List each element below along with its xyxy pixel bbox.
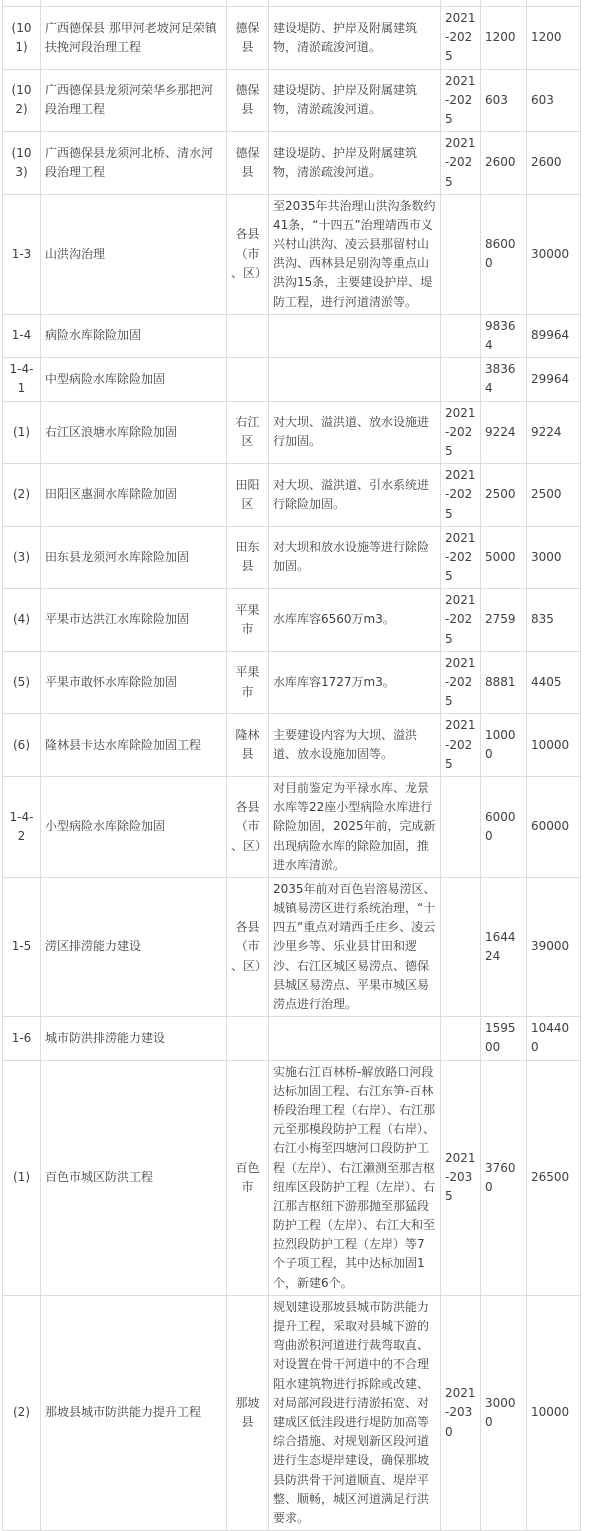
period-cell: 2021-2025	[441, 651, 481, 714]
project-name-cell: 中型病险水库除险加固	[41, 358, 227, 401]
table-row	[3, 526, 581, 589]
table-row	[3, 132, 581, 195]
project-name-cell: 那坡县城市防洪能力提升工程	[41, 1295, 227, 1530]
period-cell: 2021-2025	[441, 69, 481, 132]
seq-cell: (1)	[3, 401, 41, 464]
project-name-cell: 小型病险水库除险加固	[41, 776, 227, 877]
total-investment-cell: 5000	[481, 526, 527, 589]
total-investment-cell: 2500	[481, 464, 527, 527]
location-cell	[227, 1017, 269, 1060]
project-name-cell: 平果市敢怀水库除险加固	[41, 651, 227, 714]
project-name-cell: 隆林县卡达水库除险加固工程	[41, 714, 227, 777]
total-investment-cell: 164424	[481, 877, 527, 1016]
construction-content-cell: 对大坝、溢洪道、放水设施进行加固。	[269, 401, 441, 464]
construction-content-cell: 主要建设内容为大坝、溢洪道、放水设施加固等。	[269, 714, 441, 777]
recent-investment-cell: 39000	[527, 877, 581, 1016]
total-investment-cell: 98364	[481, 314, 527, 357]
table-row	[3, 1060, 581, 1295]
recent-investment-cell: 2500	[527, 464, 581, 527]
table-row	[3, 714, 581, 777]
location-cell: 田阳区	[227, 464, 269, 527]
table-row	[3, 1295, 581, 1530]
construction-content-cell: 水库库容6560万m3。	[269, 589, 441, 652]
seq-cell: 1-4	[3, 314, 41, 357]
period-cell: 2021-2025	[441, 132, 481, 195]
period-cell: 2021-2025	[441, 401, 481, 464]
period-cell: 2021-2025	[441, 7, 481, 70]
construction-content-cell	[269, 358, 441, 401]
construction-content-cell: 建设堤防、护岸及附属建筑物，清淤疏浚河道。	[269, 69, 441, 132]
construction-content-cell: 对大坝和放水设施等进行除险加固。	[269, 526, 441, 589]
recent-investment-cell: 3000	[527, 526, 581, 589]
period-cell: 2021-2030	[441, 1295, 481, 1530]
recent-investment-cell: 89964	[527, 314, 581, 357]
total-investment-cell: 86000	[481, 194, 527, 314]
total-investment-cell: 38364	[481, 358, 527, 401]
project-name-cell: 广西德保县龙须河荣华乡那把河段治理工程	[41, 69, 227, 132]
recent-investment-cell: 60000	[527, 776, 581, 877]
seq-cell: (2)	[3, 1295, 41, 1530]
total-investment-cell: 159500	[481, 1017, 527, 1060]
period-cell: 2021-2025	[441, 526, 481, 589]
table-row	[3, 651, 581, 714]
construction-content-cell: 2035年前对百色岩溶易涝区、城镇易涝区进行系统治理，“十四五”重点对靖西壬庄乡、凌云沙里乡等、乐业县甘田和逻沙、右江区城区易涝点、德保县城区易涝点、平果市城区易涝点进行治理。	[269, 877, 441, 1016]
project-table	[2, 0, 581, 1531]
seq-cell: 1-4-1	[3, 358, 41, 401]
total-investment-cell: 1200	[481, 7, 527, 70]
location-cell: 田东县	[227, 526, 269, 589]
location-cell: 各县（市、区）	[227, 776, 269, 877]
project-name-cell: 广西德保县龙须河北桥、清水河段治理工程	[41, 132, 227, 195]
period-cell: 2021-2025	[441, 714, 481, 777]
location-cell	[227, 358, 269, 401]
project-name-cell: 广西德保县 那甲河老坡河足荣镇扶挽河段治理工程	[41, 7, 227, 70]
period-cell	[441, 314, 481, 357]
seq-cell: (3)	[3, 526, 41, 589]
seq-cell: 1-3	[3, 194, 41, 314]
period-cell: 2021-2025	[441, 589, 481, 652]
recent-investment-cell: 10000	[527, 714, 581, 777]
total-investment-cell: 60000	[481, 776, 527, 877]
seq-cell: (10 1)	[3, 7, 41, 70]
project-name-cell: 田东县龙须河水库除险加固	[41, 526, 227, 589]
recent-investment-cell: 835	[527, 589, 581, 652]
recent-investment-cell: 10000	[527, 1295, 581, 1530]
location-cell: 隆林县	[227, 714, 269, 777]
table-row	[3, 194, 581, 314]
table-row	[3, 877, 581, 1016]
total-investment-cell: 2600	[481, 132, 527, 195]
table-row	[3, 776, 581, 877]
period-cell	[441, 194, 481, 314]
table-row	[3, 69, 581, 132]
period-cell: 2021-2025	[441, 464, 481, 527]
seq-cell: (5)	[3, 651, 41, 714]
seq-cell: (10 3)	[3, 132, 41, 195]
table-row	[3, 7, 581, 70]
location-cell: 各县（市、区）	[227, 877, 269, 1016]
location-cell: 德保县	[227, 69, 269, 132]
project-name-cell: 百色市城区防洪工程	[41, 1060, 227, 1295]
seq-cell: (6)	[3, 714, 41, 777]
seq-cell: 1-6	[3, 1017, 41, 1060]
seq-cell: 1-4-2	[3, 776, 41, 877]
table-row	[3, 464, 581, 527]
project-name-cell: 病险水库除险加固	[41, 314, 227, 357]
project-name-cell: 田阳区惠洞水库除险加固	[41, 464, 227, 527]
seq-cell: (4)	[3, 589, 41, 652]
recent-investment-cell: 26500	[527, 1060, 581, 1295]
total-investment-cell: 10000	[481, 714, 527, 777]
project-table-body	[3, 0, 581, 1531]
location-cell: 德保县	[227, 7, 269, 70]
construction-content-cell: 建设堤防、护岸及附属建筑物，清淤疏浚河道。	[269, 7, 441, 70]
construction-content-cell: 规划建设那坡县城市防洪能力提升工程，采取对县城下游的弯曲淤积河道进行裁弯取直、对设置在骨干河道中的不合理阻水建筑物进行拆除或改建、对局部河段进行清淤拓宽、对建成区低洼段进行堤防加高等综合措施、对规划新区段河道进行生态堤岸建设，确保那坡县防洪骨干河道顺直、堤岸平整、顺畅，城区河道满足行洪要求。	[269, 1295, 441, 1530]
recent-investment-cell: 603	[527, 69, 581, 132]
recent-investment-cell: 1200	[527, 7, 581, 70]
total-investment-cell: 603	[481, 69, 527, 132]
location-cell	[227, 314, 269, 357]
total-investment-cell: 9224	[481, 401, 527, 464]
construction-content-cell: 实施右江百林桥-解放路口河段达标加固工程、右江东笋-百林桥段治理工程（右岸）、右江那元至那模段防护工程（右岸）、右江小梅至四塘河口段防护工程（左岸）、右江濑测至那吉枢纽库区段防护工程（左岸）、右江那吉枢纽下游那抛至那猛段防护工程（左岸）、右江大和至拉烈段防护工程（左岸）等7个子项工程，其中达标加固1个，新建6个。	[269, 1060, 441, 1295]
recent-investment-cell: 104400	[527, 1017, 581, 1060]
period-cell	[441, 877, 481, 1016]
construction-content-cell: 建设堤防、护岸及附属建筑物，清淤疏浚河道。	[269, 132, 441, 195]
seq-cell: (1)	[3, 1060, 41, 1295]
table-row	[3, 401, 581, 464]
seq-cell: 1-5	[3, 877, 41, 1016]
period-cell	[441, 1017, 481, 1060]
table-row	[3, 1017, 581, 1060]
recent-investment-cell: 2600	[527, 132, 581, 195]
project-name-cell: 右江区浪塘水库除险加固	[41, 401, 227, 464]
period-cell	[441, 776, 481, 877]
location-cell: 平果市	[227, 589, 269, 652]
period-cell: 2021-2035	[441, 1060, 481, 1295]
construction-content-cell: 对目前鉴定为平禄水库、龙景水库等22座小型病险水库进行除险加固，2025年前，完成新出现病险水库的除险加固，推进水库清淤。	[269, 776, 441, 877]
table-row	[3, 314, 581, 357]
seq-cell: (10 2)	[3, 69, 41, 132]
location-cell: 平果市	[227, 651, 269, 714]
construction-content-cell	[269, 1017, 441, 1060]
construction-content-cell: 对大坝、溢洪道、引水系统进行除险加固。	[269, 464, 441, 527]
project-name-cell: 涝区排涝能力建设	[41, 877, 227, 1016]
location-cell: 那坡县	[227, 1295, 269, 1530]
total-investment-cell: 8881	[481, 651, 527, 714]
total-investment-cell: 2759	[481, 589, 527, 652]
project-name-cell: 平果市达洪江水库除险加固	[41, 589, 227, 652]
recent-investment-cell: 29964	[527, 358, 581, 401]
location-cell: 右江区	[227, 401, 269, 464]
table-row	[3, 589, 581, 652]
total-investment-cell: 37600	[481, 1060, 527, 1295]
construction-content-cell: 至2035年共治理山洪沟条数约41条，“十四五”治理靖西市义兴村山洪沟、凌云县那留村山洪沟、西林县足别沟等重点山洪沟15条，主要建设护岸、堤防工程，进行河道清淤等。	[269, 194, 441, 314]
recent-investment-cell: 9224	[527, 401, 581, 464]
project-name-cell: 城市防洪排涝能力建设	[41, 1017, 227, 1060]
location-cell: 各县（市、区）	[227, 194, 269, 314]
total-investment-cell: 30000	[481, 1295, 527, 1530]
construction-content-cell	[269, 314, 441, 357]
recent-investment-cell: 30000	[527, 194, 581, 314]
table-row	[3, 358, 581, 401]
seq-cell: (2)	[3, 464, 41, 527]
location-cell: 百色市	[227, 1060, 269, 1295]
recent-investment-cell: 4405	[527, 651, 581, 714]
project-name-cell: 山洪沟治理	[41, 194, 227, 314]
location-cell: 德保县	[227, 132, 269, 195]
construction-content-cell: 水库库容1727万m3。	[269, 651, 441, 714]
period-cell	[441, 358, 481, 401]
